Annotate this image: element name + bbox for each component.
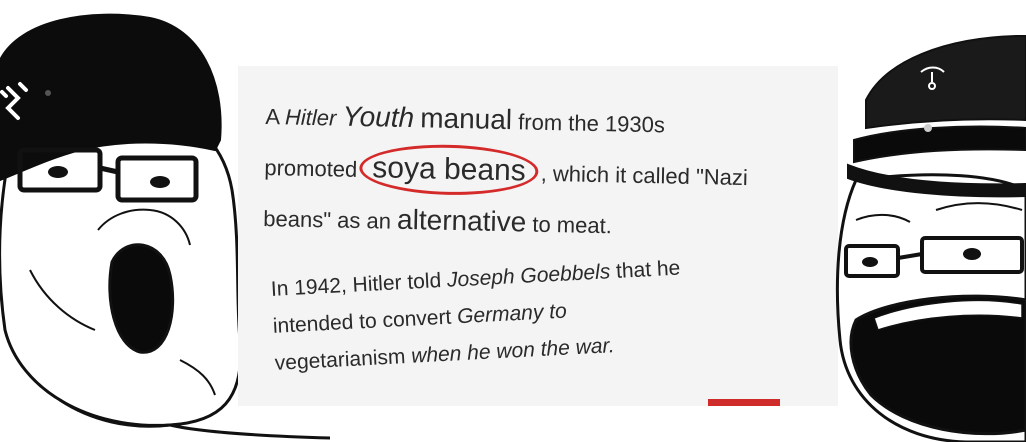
red-underline-fragment [708, 399, 780, 406]
text-when-he-won: when he won the war. [410, 334, 616, 368]
word-to: to [548, 299, 568, 324]
word-alternative: alternative [396, 203, 527, 238]
text-that-he: that he [615, 256, 681, 283]
right-cap-wojak-illustration [826, 0, 1026, 442]
word-promoted: promoted [264, 154, 358, 182]
helmet-rivet [45, 90, 51, 96]
word-vegetarianism: vegetarianism [274, 345, 406, 375]
word-manual: manual [419, 102, 513, 136]
text-in-1942: In 1942, Hitler told [270, 269, 442, 301]
cap-badge [924, 124, 932, 132]
article-paragraph-1 [263, 90, 826, 255]
word-germany: Germany [456, 300, 544, 329]
text-intended-to-convert: intended to convert [272, 305, 452, 338]
text-which-it-called: , which it called "Nazi [540, 160, 749, 191]
word-a: A [265, 103, 280, 130]
name-joseph-goebbels: Joseph Goebbels [446, 260, 611, 292]
text-beans-as-an: beans" as an [263, 205, 392, 234]
word-hitler: Hitler [284, 104, 337, 131]
circled-soya-beans: soya beans [359, 143, 539, 197]
article-paragraph-2 [270, 242, 835, 382]
text-to-meat: to meat. [532, 211, 613, 239]
word-youth: Youth [342, 100, 415, 134]
article-screenshot [238, 66, 838, 406]
text-from-1930s: from the 1930s [517, 109, 666, 138]
right-cap [848, 36, 1026, 196]
